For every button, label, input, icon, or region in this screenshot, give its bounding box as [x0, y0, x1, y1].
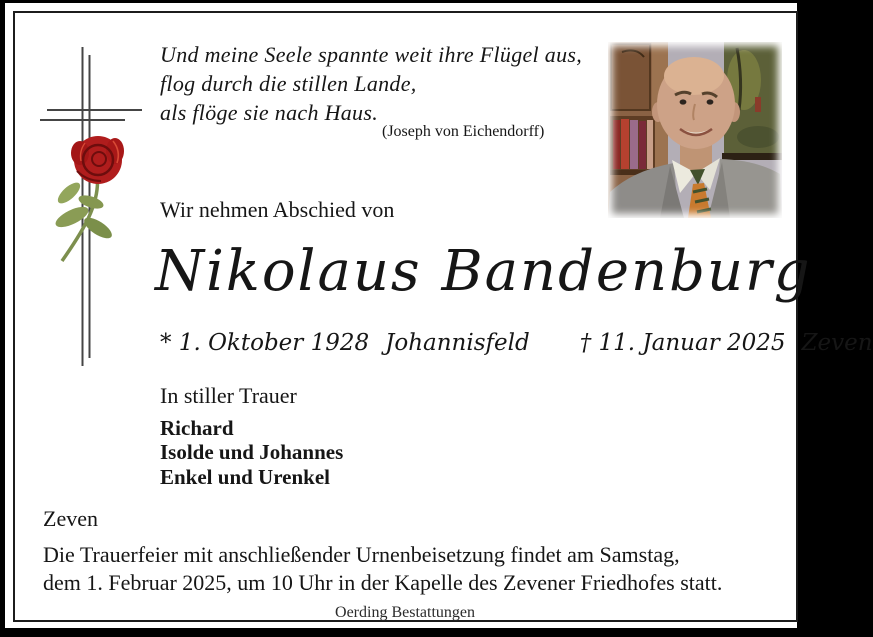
cross-icon	[25, 31, 155, 376]
quote-line: Und meine Seele spannte weit ihre Flügel aus,	[160, 42, 583, 67]
mourner-name: Richard	[160, 416, 234, 440]
quote-line: flog durch die stillen Lande,	[160, 71, 417, 96]
funeral-home-name: Oerding Bestattungen	[335, 604, 475, 621]
quote-line: als flöge sie nach Haus.	[160, 100, 379, 125]
obituary-card	[5, 3, 873, 628]
quote-attribution: (Joseph von Eichendorff)	[382, 123, 545, 140]
funeral-line: Die Trauerfeier mit anschließender Urnenbeisetzung findet am Samstag,	[43, 542, 680, 567]
cross-with-rose-graphic	[25, 31, 155, 376]
portrait-photo-of-deceased	[608, 42, 782, 218]
rose-icon	[53, 136, 124, 261]
city-label: Zeven	[43, 506, 98, 531]
death-date: † 11. Januar 2025	[579, 330, 786, 356]
birth-group	[160, 330, 530, 356]
mourner-name: Isolde und Johannes	[160, 440, 344, 465]
portrait-photo-graphic	[608, 42, 782, 218]
death-group	[580, 330, 873, 356]
funeral-announcement	[43, 541, 722, 597]
life-dates	[160, 330, 873, 356]
death-place: Zeven	[801, 330, 873, 356]
deceased-name: Nikolaus Bandenburg	[155, 239, 812, 304]
memorial-quote	[160, 40, 582, 127]
mourners-list	[160, 416, 343, 489]
mourner-name: Enkel und Urenkel	[160, 464, 330, 489]
farewell-intro: Wir nehmen Abschied von	[160, 197, 395, 222]
birth-date: * 1. Oktober 1928	[160, 330, 370, 356]
mourning-heading: In stiller Trauer	[160, 383, 297, 408]
funeral-line: dem 1. Februar 2025, um 10 Uhr in der Kapelle des Zevener Friedhofes statt.	[43, 570, 723, 595]
birth-place: Johannisfeld	[385, 330, 530, 356]
